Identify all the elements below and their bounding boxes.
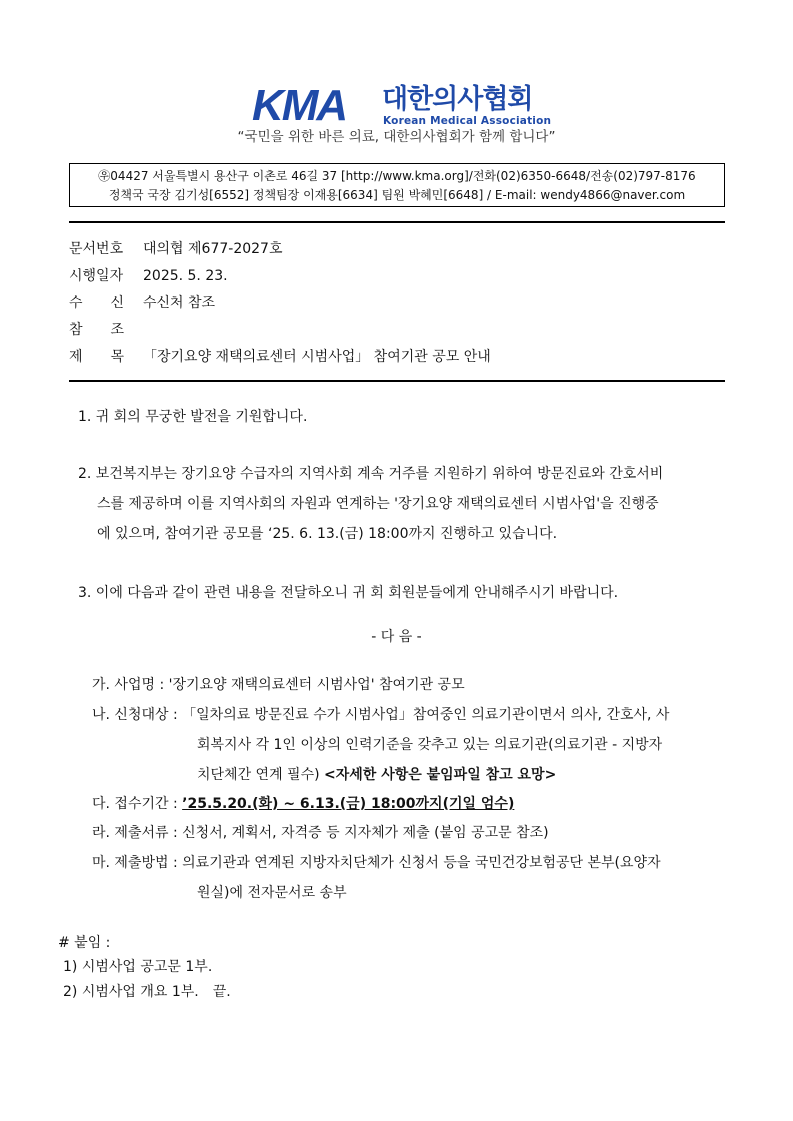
item-label: 마. 제출방법 : bbox=[92, 855, 183, 871]
item-na-continued: 회복지사 각 1인 이상의 인력기준을 갖추고 있는 의료기관(의료기관 - 지방자 bbox=[197, 737, 663, 753]
meta-label: 제 목 bbox=[69, 349, 125, 365]
meta-label: 시행일자 bbox=[69, 268, 124, 284]
meta-label: 문서번호 bbox=[69, 241, 124, 257]
item-ma bbox=[92, 853, 661, 873]
meta-label: 참 조 bbox=[69, 322, 125, 338]
following-heading: - 다 음 - bbox=[371, 629, 422, 645]
kma-logo bbox=[252, 81, 552, 134]
item-label: 가. 사업명 : bbox=[92, 677, 169, 693]
item-value-deadline: ’25.5.20.(화) ~ 6.13.(금) 18:00까지(기일 엄수) bbox=[182, 796, 515, 812]
kma-logo-letters: KMA bbox=[252, 81, 347, 130]
item-value: 치단체간 연계 필수) bbox=[197, 767, 325, 783]
paragraph-3: 3. 이에 다음과 같이 관련 내용을 전달하오니 귀 회 회원분들에게 안내해주시기 바랍니다. bbox=[78, 585, 619, 601]
item-na-continued bbox=[197, 765, 556, 785]
org-name-english: Korean Medical Association bbox=[383, 115, 552, 127]
contact-line: 정책국 국장 김기성[6552] 정책팀장 이재용[6634] 팀원 박혜민[6648] / E-mail: wendy4866@naver.com bbox=[108, 188, 686, 202]
address-box bbox=[69, 163, 725, 207]
item-label: 나. 신청대상 : bbox=[92, 707, 183, 723]
meta-doc-number bbox=[69, 239, 282, 259]
meta-recipient bbox=[69, 293, 215, 313]
item-ma-continued: 원실)에 전자문서로 송부 bbox=[197, 885, 347, 901]
paragraph-2-line: 에 있으며, 참여기관 공모를 ‘25. 6. 13.(금) 18:00까지 진행하고 있습니다. bbox=[97, 526, 558, 542]
meta-value: 대의협 제677-2027호 bbox=[143, 241, 283, 257]
attachment-item: 2) 시범사업 개요 1부. 끝. bbox=[63, 984, 231, 1000]
item-value: '장기요양 재택의료센터 시범사업' 참여기관 공모 bbox=[168, 677, 465, 693]
item-ga bbox=[92, 675, 465, 695]
item-note-bold: <자세한 사항은 붙임파일 참고 요망> bbox=[324, 767, 557, 783]
meta-value: 「장기요양 재택의료센터 시범사업」 참여기관 공모 안내 bbox=[143, 349, 491, 365]
item-label: 다. 접수기간 : bbox=[92, 796, 183, 812]
org-name-korean: 대한의사협회 bbox=[382, 84, 533, 115]
item-label: 라. 제출서류 : bbox=[92, 825, 183, 841]
item-ra bbox=[92, 823, 549, 843]
meta-value: 수신처 참조 bbox=[143, 295, 216, 311]
item-value: 「일차의료 방문진료 수가 시범사업」참여중인 의료기관이면서 의사, 간호사, 사 bbox=[182, 707, 670, 723]
item-value: 신청서, 계획서, 자격증 등 지자체가 제출 (붙임 공고문 참조) bbox=[182, 825, 549, 841]
paragraph-1: 1. 귀 회의 무궁한 발전을 기원합니다. bbox=[78, 409, 308, 425]
divider bbox=[69, 221, 725, 223]
meta-subject bbox=[69, 347, 491, 367]
item-da bbox=[92, 794, 514, 814]
meta-value: 2025. 5. 23. bbox=[143, 268, 228, 284]
divider bbox=[69, 380, 725, 382]
meta-label: 수 신 bbox=[69, 295, 125, 311]
paragraph-2-line: 2. 보건복지부는 장기요양 수급자의 지역사회 계속 거주를 지원하기 위하여 방문진료와 간호서비 bbox=[78, 466, 664, 482]
attachments-heading: # 붙임 : bbox=[58, 935, 111, 951]
item-na bbox=[92, 705, 669, 725]
paragraph-2-line: 스를 제공하며 이를 지역사회의 자원과 연계하는 '장기요양 재택의료센터 시범사업'을 진행중 bbox=[97, 496, 659, 512]
address-line: ㉾04427 서울특별시 용산구 이촌로 46길 37 [http://www.kma.org]/전화(02)6350-6648/전송(02)797-8176 bbox=[98, 169, 696, 183]
slogan: “국민을 위한 바른 의료, 대한의사협회가 함께 합니다” bbox=[237, 129, 556, 145]
item-value: 의료기관과 연계된 지방자치단체가 신청서 등을 국민건강보험공단 본부(요양자 bbox=[182, 855, 661, 871]
meta-reference bbox=[69, 320, 143, 340]
attachment-item: 1) 시범사업 공고문 1부. bbox=[63, 959, 213, 975]
meta-date bbox=[69, 266, 228, 286]
